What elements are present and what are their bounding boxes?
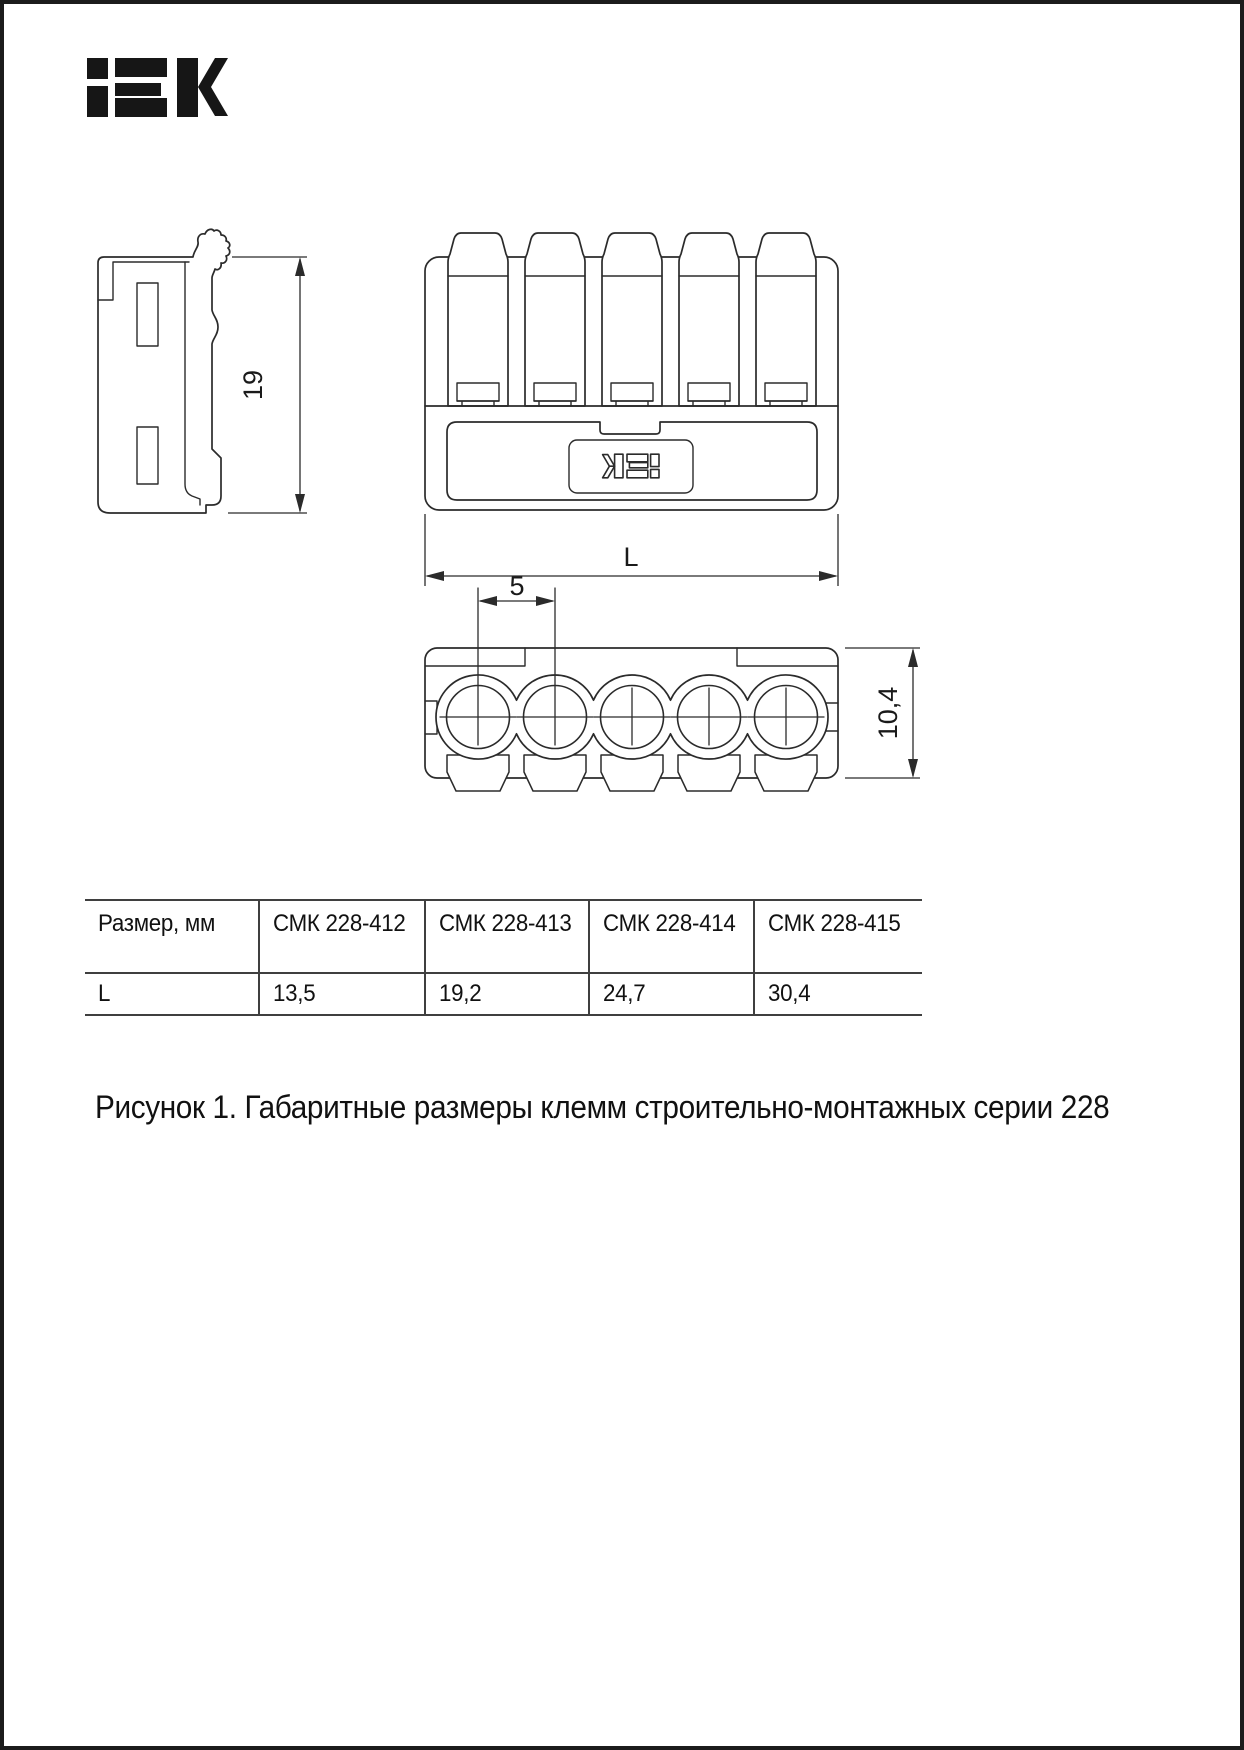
col-header-smk-414: СМК 228-414: [589, 900, 754, 973]
dim-label-length: L: [623, 542, 639, 572]
col-header-smk-413: СМК 228-413: [425, 900, 589, 973]
arrow-right-icon: [536, 596, 555, 606]
clamp: [525, 233, 585, 406]
cell-value-415: 30,4: [768, 980, 811, 1007]
arrow-right-icon: [819, 571, 838, 581]
cell-value-412: 13,5: [259, 973, 425, 1015]
dim-label-pitch: 5: [509, 571, 525, 601]
side-view-outline: [98, 229, 230, 513]
side-view-top-step: [98, 262, 189, 300]
cell-value-413: 19,2: [425, 973, 589, 1015]
dim-height-19: [228, 257, 307, 513]
front-view: [425, 233, 838, 510]
table-header-row: [85, 900, 922, 973]
arrow-down-icon: [295, 494, 305, 513]
iek-logo: [87, 58, 228, 117]
side-view-slot-upper: [137, 283, 158, 346]
arrow-up-icon: [295, 257, 305, 276]
dim-depth-10-4: [845, 648, 920, 778]
clamp: [679, 233, 739, 406]
clamp: [602, 233, 662, 406]
arrow-left-icon: [478, 596, 497, 606]
figure-caption: Рисунок 1. Габаритные размеры клемм строительно-монтажных серии 228: [95, 1089, 1110, 1125]
arrow-left-icon: [425, 571, 444, 581]
arrow-down-icon: [908, 759, 918, 778]
top-latch-tabs: [447, 755, 817, 791]
side-view: [98, 229, 230, 513]
clamp: [448, 233, 508, 406]
size-table: [85, 899, 922, 1016]
cell-value-414: 24,7: [589, 973, 754, 1015]
arrow-up-icon: [908, 648, 918, 667]
front-clamps: [448, 233, 816, 406]
dim-label-depth: 10,4: [873, 686, 903, 740]
clamp: [756, 233, 816, 406]
cell-dim-name: L: [85, 973, 259, 1015]
col-header-size: Размер, мм: [85, 900, 259, 973]
side-view-inner-edge: [185, 262, 200, 505]
col-header-smk-412: СМК 228-412: [259, 900, 425, 973]
col-header-smk-415: СМК 228-415: [754, 900, 922, 973]
table-value-row: [85, 973, 922, 1015]
top-view: [425, 588, 838, 791]
side-view-slot-lower: [137, 427, 158, 484]
dim-length-L: [425, 514, 838, 586]
dim-label-height: 19: [238, 369, 268, 401]
